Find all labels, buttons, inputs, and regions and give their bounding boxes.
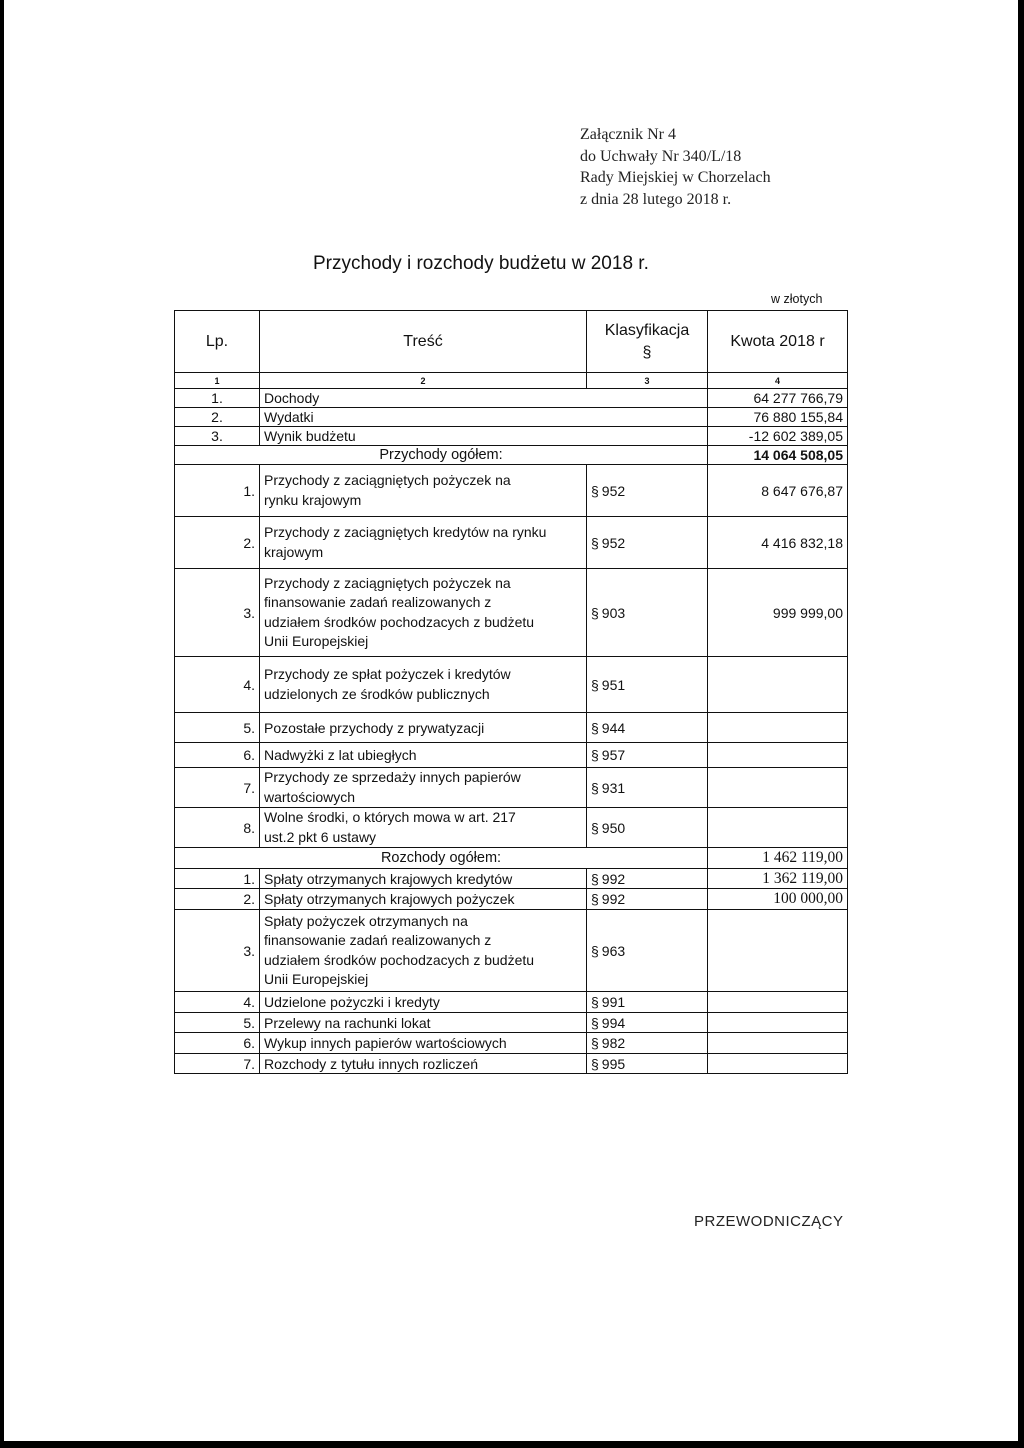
row-description	[260, 657, 587, 713]
row-number: 7.	[175, 1054, 260, 1074]
row-description	[260, 465, 587, 517]
row-classification	[587, 768, 708, 808]
scan-edge-left	[0, 0, 4, 1448]
description-line: Przelewy na rachunki lokat	[264, 1014, 431, 1031]
row-number: 6.	[175, 743, 260, 768]
row-number: 2.	[175, 408, 260, 427]
row-description	[260, 992, 587, 1013]
classification-code: 992	[601, 870, 626, 887]
description-line: udziałem środków pochodzacych z budżetu	[264, 951, 535, 968]
description-line: Przychody ze spłat pożyczek i kredytów	[264, 666, 511, 682]
row-number: 3.	[175, 910, 260, 992]
table-header-row	[175, 311, 848, 373]
section-symbol: §	[591, 891, 599, 907]
attachment-line-3: Rady Miejskiej w Chorzelach	[580, 169, 771, 186]
row-amount: 4 416 832,18	[708, 517, 848, 569]
row-description	[260, 889, 587, 910]
summary-row	[175, 408, 848, 427]
row-number: 1.	[175, 465, 260, 517]
row-classification	[587, 465, 708, 517]
row-amount: 76 880 155,84	[708, 408, 848, 427]
classification-code: 992	[601, 891, 626, 907]
summary-row	[175, 389, 848, 408]
section-symbol: §	[591, 994, 599, 1010]
expenditure-row	[175, 1054, 848, 1074]
row-number: 5.	[175, 713, 260, 743]
section-symbol: §	[591, 719, 599, 736]
expenditure-total-label: Rozchody ogółem:	[175, 848, 708, 869]
row-amount	[708, 1033, 848, 1054]
row-description	[260, 743, 587, 768]
income-row	[175, 517, 848, 569]
row-description	[260, 1054, 587, 1074]
row-number: 2.	[175, 889, 260, 910]
row-amount: 100 000,00	[708, 889, 848, 910]
row-description	[260, 569, 587, 657]
section-symbol: §	[591, 1035, 599, 1051]
section-symbol: §	[591, 819, 599, 836]
description-line: krajowym	[264, 543, 324, 560]
income-row	[175, 465, 848, 517]
description-line: finansowanie zadań realizowanych z	[264, 932, 492, 948]
income-row	[175, 569, 848, 657]
row-number: 8.	[175, 808, 260, 848]
description-line: wartościowych	[264, 788, 356, 805]
description-line: Wolne środki, o których mowa w art. 217	[264, 809, 516, 825]
classification-code: 991	[601, 994, 626, 1010]
row-amount: 8 647 676,87	[708, 465, 848, 517]
row-number: 4.	[175, 992, 260, 1013]
description-line: Unii Europejskiej	[264, 633, 369, 649]
income-row	[175, 768, 848, 808]
summary-row	[175, 427, 848, 446]
income-total-amount: 14 064 508,05	[708, 446, 848, 465]
section-symbol: §	[591, 779, 599, 796]
description-line: udzielonych ze środków publicznych	[264, 685, 490, 702]
description-line: Przychody z zaciągniętych kredytów na rynku	[264, 524, 547, 540]
section-symbol: §	[591, 676, 599, 693]
expenditure-row	[175, 992, 848, 1013]
attachment-line-1: Załącznik Nr 4	[580, 126, 676, 143]
row-number: 2.	[175, 517, 260, 569]
classification-code: 952	[601, 482, 626, 499]
row-classification	[587, 713, 708, 743]
row-amount: 999 999,00	[708, 569, 848, 657]
description-line: Unii Europejskiej	[264, 971, 369, 987]
row-classification	[587, 517, 708, 569]
row-amount	[708, 743, 848, 768]
classification-code: 995	[601, 1055, 626, 1072]
row-description	[260, 1033, 587, 1054]
section-symbol: §	[591, 747, 599, 763]
currency-unit: w złotych	[771, 292, 823, 306]
column-number: 3	[587, 373, 708, 389]
description-line: Pozostałe przychody z prywatyzacji	[264, 719, 485, 736]
row-amount: 64 277 766,79	[708, 389, 848, 408]
income-row	[175, 808, 848, 848]
column-number: 4	[708, 373, 848, 389]
row-description	[260, 1013, 587, 1033]
row-amount	[708, 657, 848, 713]
expenditure-row	[175, 910, 848, 992]
row-number: 5.	[175, 1013, 260, 1033]
description-line: Przychody z zaciągniętych pożyczek na	[264, 574, 511, 591]
row-description: Wydatki	[260, 408, 708, 427]
classification-code: 903	[601, 604, 626, 621]
classification-code: 931	[601, 779, 626, 796]
header-tresc: Treść	[260, 311, 587, 373]
row-amount	[708, 713, 848, 743]
row-number: 1.	[175, 389, 260, 408]
row-classification	[587, 1013, 708, 1033]
document-title: Przychody i rozchody budżetu w 2018 r.	[313, 253, 649, 274]
expenditure-row	[175, 889, 848, 910]
income-row	[175, 743, 848, 768]
expenditure-row	[175, 869, 848, 889]
header-klasyfikacja	[587, 311, 708, 373]
row-classification	[587, 1033, 708, 1054]
classification-code: 994	[601, 1014, 626, 1031]
classification-code: 963	[601, 942, 626, 959]
budget-table	[174, 310, 848, 1074]
row-description	[260, 713, 587, 743]
row-amount: -12 602 389,05	[708, 427, 848, 446]
attachment-line-2: do Uchwały Nr 340/L/18	[580, 147, 742, 165]
row-amount: 1 362 119,00	[708, 869, 848, 889]
classification-code: 950	[601, 819, 626, 836]
row-number: 3.	[175, 427, 260, 446]
row-classification	[587, 808, 708, 848]
description-line: Spłaty otrzymanych krajowych kredytów	[264, 870, 513, 887]
header-paragraph-symbol: §	[642, 343, 652, 361]
row-amount	[708, 808, 848, 848]
row-classification	[587, 869, 708, 889]
classification-code: 951	[601, 676, 626, 693]
row-amount	[708, 1013, 848, 1033]
header-kwota: Kwota 2018 r	[708, 311, 848, 373]
row-description	[260, 768, 587, 808]
row-description	[260, 910, 587, 992]
description-line: rynku krajowym	[264, 491, 362, 508]
classification-code: 982	[601, 1035, 626, 1051]
row-amount	[708, 768, 848, 808]
classification-code: 957	[601, 747, 626, 763]
row-amount	[708, 992, 848, 1013]
attachment-header	[580, 124, 771, 210]
classification-code: 952	[601, 534, 626, 551]
row-classification	[587, 889, 708, 910]
scan-edge-right	[1018, 0, 1024, 1448]
row-amount	[708, 1054, 848, 1074]
section-symbol: §	[591, 870, 599, 887]
description-line: udziałem środków pochodzacych z budżetu	[264, 613, 535, 630]
expenditure-row	[175, 1013, 848, 1033]
section-symbol: §	[591, 1055, 599, 1072]
row-number: 6.	[175, 1033, 260, 1054]
row-number: 3.	[175, 569, 260, 657]
header-klasyfikacja-label: Klasyfikacja	[604, 321, 690, 339]
column-number: 1	[175, 373, 260, 389]
row-number: 7.	[175, 768, 260, 808]
income-row	[175, 657, 848, 713]
row-classification	[587, 1054, 708, 1074]
column-number-row	[175, 373, 848, 389]
expenditure-row	[175, 1033, 848, 1054]
expenditure-total-amount: 1 462 119,00	[708, 848, 848, 869]
row-description: Wynik budżetu	[260, 427, 708, 446]
section-symbol: §	[591, 604, 599, 621]
section-symbol: §	[591, 534, 599, 551]
row-number: 1.	[175, 869, 260, 889]
section-symbol: §	[591, 942, 599, 959]
row-classification	[587, 992, 708, 1013]
row-number: 4.	[175, 657, 260, 713]
description-line: Przychody z zaciągniętych pożyczek na	[264, 472, 511, 488]
attachment-line-4: z dnia 28 lutego 2018 r.	[580, 190, 732, 208]
description-line: Spłaty otrzymanych krajowych pożyczek	[264, 891, 515, 907]
row-classification	[587, 657, 708, 713]
description-line: Spłaty pożyczek otrzymanych na	[264, 912, 468, 929]
description-line: ust.2 pkt 6 ustawy	[264, 828, 377, 845]
row-description	[260, 517, 587, 569]
scan-edge-bottom	[0, 1441, 1024, 1448]
description-line: Udzielone pożyczki i kredyty	[264, 994, 440, 1010]
row-classification	[587, 910, 708, 992]
header-lp: Lp.	[175, 311, 260, 373]
income-row	[175, 713, 848, 743]
description-line: Przychody ze sprzedaży innych papierów	[264, 769, 521, 785]
row-amount	[708, 910, 848, 992]
row-classification	[587, 569, 708, 657]
section-symbol: §	[591, 482, 599, 499]
expenditure-total-row	[175, 848, 848, 869]
income-total-label: Przychody ogółem:	[175, 446, 708, 465]
section-symbol: §	[591, 1014, 599, 1031]
description-line: Wykup innych papierów wartościowych	[264, 1035, 507, 1051]
signature-caption: PRZEWODNICZĄCY	[694, 1213, 844, 1230]
row-description	[260, 808, 587, 848]
row-classification	[587, 743, 708, 768]
income-total-row	[175, 446, 848, 465]
classification-code: 944	[601, 719, 626, 736]
row-description: Dochody	[260, 389, 708, 408]
description-line: Rozchody z tytułu innych rozliczeń	[264, 1055, 478, 1072]
description-line: Nadwyżki z lat ubiegłych	[264, 747, 417, 763]
description-line: finansowanie zadań realizowanych z	[264, 594, 492, 610]
row-description	[260, 869, 587, 889]
column-number: 2	[260, 373, 587, 389]
